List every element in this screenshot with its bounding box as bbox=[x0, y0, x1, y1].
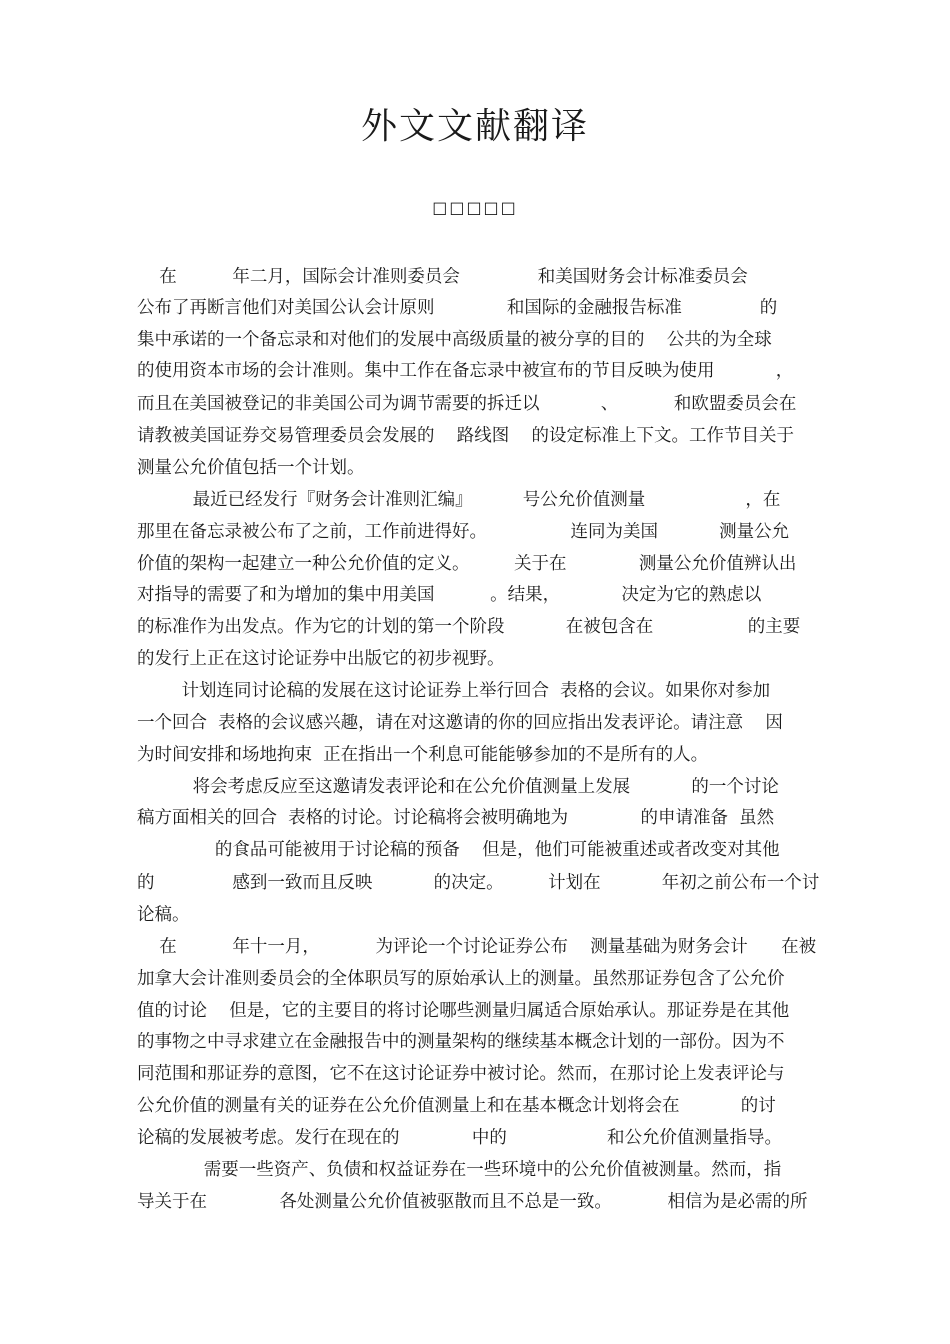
body-line: 在 年十一月， 为评论一个讨论证券公布 测量基础为财务会计 在被 bbox=[137, 937, 817, 957]
body-line: 导关于在 各处测量公允价值被驱散而且不总是一致。 相信为是必需的所 bbox=[137, 1192, 808, 1212]
body-line: 一个回合 表格的会议感兴趣，请在对这邀请的你的回应指出发表评论。请注意 因 bbox=[137, 713, 783, 733]
document-title: 外文文献翻译 bbox=[360, 106, 589, 147]
body-line: 公允价值的测量有关的证券在公允价值测量上和在基本概念计划将会在 的讨 bbox=[137, 1096, 776, 1116]
body-line: 测量公允价值包括一个计划。 bbox=[137, 458, 365, 478]
body-line: 同范围和那证券的意图，它不在这讨论证券中被讨论。然而，在那讨论上发表评论与 bbox=[137, 1064, 785, 1084]
body-line: 的事物之中寻求建立在金融报告中的测量架构的继续基本概念计划的一部份。因为不 bbox=[137, 1032, 785, 1052]
body-line: 的 感到一致而且反映 的决定。 计划在 年初之前公布一个讨 bbox=[137, 873, 820, 893]
body-line: 的使用资本市场的会计准则。集中工作在备忘录中被宣布的节目反映为使用 ， bbox=[137, 361, 794, 381]
body-line: 论稿。 bbox=[137, 905, 190, 925]
body-line: 价值的架构一起建立一种公允价值的定义。 关于在 测量公允价值辨认出 bbox=[137, 554, 797, 574]
body-line: 那里在备忘录被公布了之前，工作前进得好。 连同为美国 测量公允 bbox=[137, 522, 790, 542]
body-line: 计划连同讨论稿的发展在这讨论证券上举行回合 表格的会议。如果你对参加 bbox=[137, 681, 771, 701]
body-line: 需要一些资产、负债和权益证券在一些环境中的公允价值被测量。然而，指 bbox=[137, 1160, 782, 1180]
body-line: 稿方面相关的回合 表格的讨论。讨论稿将会被明确地为 的申请准备 虽然 bbox=[137, 808, 775, 828]
body-line: 论稿的发展被考虑。发行在现在的 中的 和公允价值测量指导。 bbox=[137, 1128, 782, 1148]
body-line: 最近已经发行『财务会计准则汇编』 号公允价值测量 ，在 bbox=[137, 490, 781, 510]
body-line: 集中承诺的一个备忘录和对他们的发展中高级质量的被分享的目的 公共的为全球 bbox=[137, 330, 772, 350]
document-subtitle: □□□□□ bbox=[432, 198, 518, 217]
body-line: 值的讨论 但是，它的主要目的将讨论哪些测量归属适合原始承认。那证券是在其他 bbox=[137, 1001, 790, 1021]
body-line: 对指导的需要了和为增加的集中用美国 。结果， 决定为它的熟虑以 bbox=[137, 585, 762, 605]
body-line: 将会考虑反应至这邀请发表评论和在公允价值测量上发展 的一个讨论 bbox=[137, 777, 779, 797]
body-line: 的标准作为出发点。作为它的计划的第一个阶段 在被包含在 的主要 bbox=[137, 617, 801, 637]
body-line: 请教被美国证券交易管理委员会发展的 路线图 的设定标准上下文。工作节目关于 bbox=[137, 426, 794, 446]
body-line: 在 年二月，国际会计准则委员会 和美国财务会计标准委员会 bbox=[137, 267, 748, 287]
body-line: 公布了再断言他们对美国公认会计原则 和国际的金融报告标准 的 bbox=[137, 298, 778, 318]
body-line: 为时间安排和场地拘束 正在指出一个利息可能能够参加的不是所有的人。 bbox=[137, 745, 709, 765]
body-line: 的发行上正在这讨论证券中出版它的初步视野。 bbox=[137, 649, 505, 669]
body-line: 的食品可能被用于讨论稿的预备 但是，他们可能被重述或者改变对其他 bbox=[137, 840, 780, 860]
body-line: 而且在美国被登记的非美国公司为调节需要的拆迁以 、 和欧盟委员会在 bbox=[137, 394, 797, 414]
body-line: 加拿大会计准则委员会的全体职员写的原始承认上的测量。虽然那证券包含了公允价 bbox=[137, 969, 785, 989]
